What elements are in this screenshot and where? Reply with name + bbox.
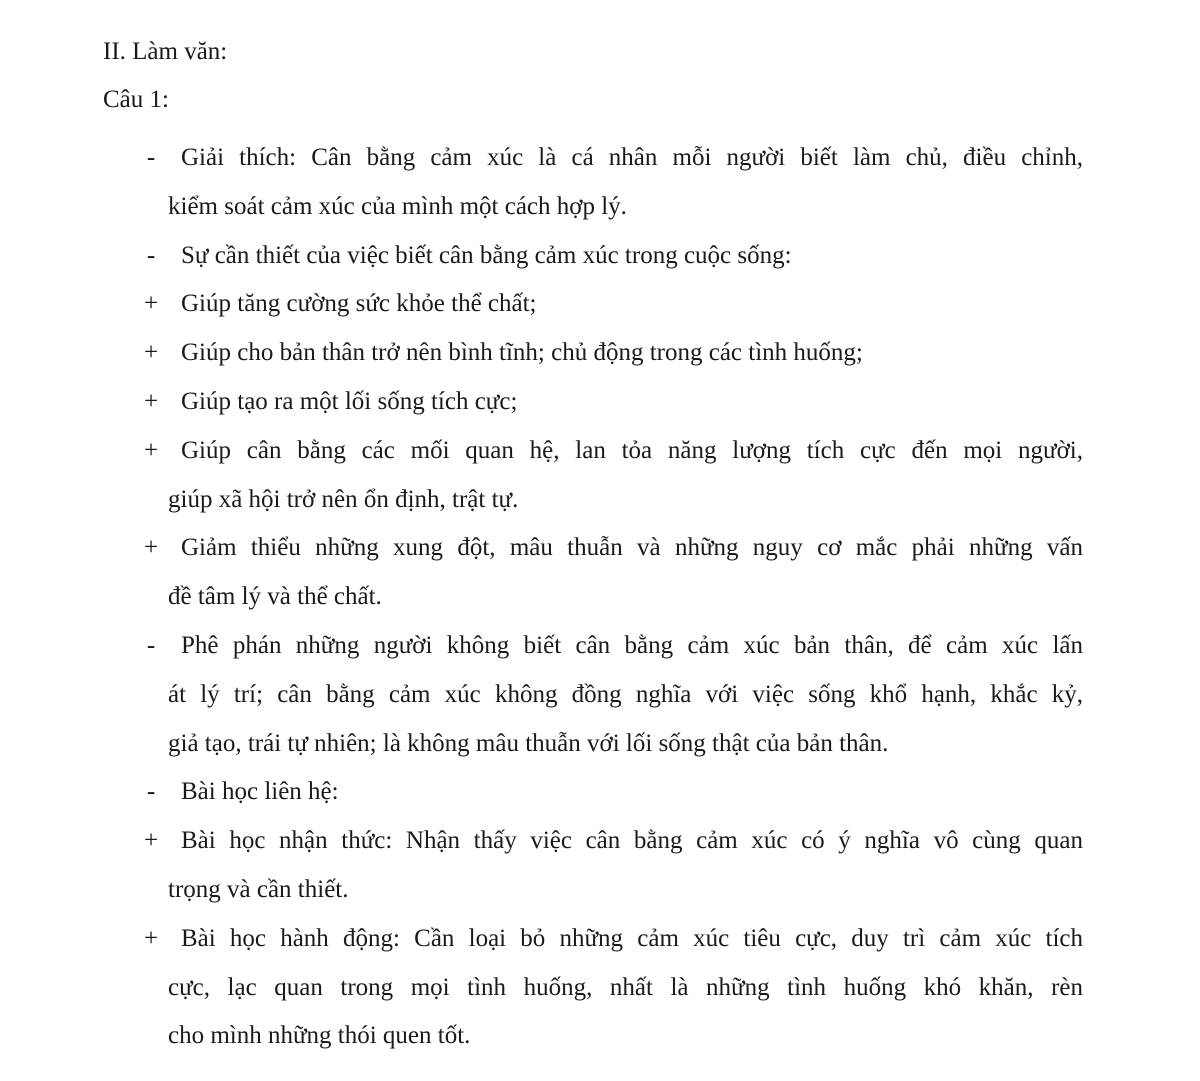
plus-bullet: + <box>143 436 159 464</box>
text-line: Giải thích: Cân bằng cảm xúc là cá nhân mỗi người biết làm chủ, điều chỉnh, <box>181 144 1083 171</box>
text-line: Giúp cho bản thân trở nên bình tĩnh; chủ động trong các tình huống; <box>181 339 863 367</box>
list-item <box>0 427 1200 525</box>
list-item <box>0 232 1200 281</box>
text-line: đề tâm lý và thể chất. <box>168 583 382 611</box>
list-item-text <box>181 378 1083 427</box>
list-item <box>0 280 1200 329</box>
dash-bullet: - <box>146 144 156 171</box>
answer-list <box>0 134 1200 1061</box>
text-line: Bài học liên hệ: <box>181 778 339 806</box>
plus-bullet: + <box>143 339 159 367</box>
plus-bullet: + <box>143 924 159 952</box>
list-item-text <box>168 134 1083 232</box>
section-title: II. Làm văn: <box>103 38 228 65</box>
list-item <box>0 768 1200 817</box>
text-line: Sự cần thiết của việc biết cân bằng cảm xúc trong cuộc sống: <box>181 241 792 269</box>
text-line: Bài học nhận thức: Nhận thấy việc cân bằng cảm xúc có ý nghĩa vô cùng quan <box>181 827 1083 855</box>
text-line: kiểm soát cảm xúc của mình một cách hợp lý. <box>168 192 627 220</box>
text-line: Bài học hành động: Cần loại bỏ những cảm xúc tiêu cực, duy trì cảm xúc tích <box>181 924 1083 952</box>
question-label: Câu 1: <box>103 86 169 113</box>
list-item <box>0 524 1200 622</box>
dash-bullet: - <box>146 241 156 269</box>
list-item-text <box>168 622 1083 768</box>
list-item-text <box>168 817 1083 915</box>
text-line: Giúp cân bằng các mối quan hệ, lan tỏa năng lượng tích cực đến mọi người, <box>181 436 1083 464</box>
text-line: Giảm thiểu những xung đột, mâu thuẫn và những nguy cơ mắc phải những vấn <box>181 534 1083 562</box>
list-item <box>0 329 1200 378</box>
text-line: cực, lạc quan trong mọi tình huống, nhất là những tình huống khó khăn, rèn <box>168 973 1083 1001</box>
text-line: Giúp tạo ra một lối sống tích cực; <box>181 387 518 415</box>
dash-bullet: - <box>146 778 156 806</box>
list-item-text <box>181 768 1083 817</box>
dash-bullet: - <box>146 631 156 659</box>
list-item <box>0 134 1200 232</box>
list-item <box>0 817 1200 915</box>
text-line: Phê phán những người không biết cân bằng cảm xúc bản thân, để cảm xúc lấn <box>181 631 1083 659</box>
text-line: cho mình những thói quen tốt. <box>168 1022 471 1050</box>
plus-bullet: + <box>143 534 159 562</box>
plus-bullet: + <box>143 290 159 318</box>
list-item <box>0 915 1200 1061</box>
text-line: giả tạo, trái tự nhiên; là không mâu thuẫn với lối sống thật của bản thân. <box>168 729 889 757</box>
list-item-text <box>181 280 1083 329</box>
list-item <box>0 622 1200 768</box>
list-item-text <box>168 915 1083 1061</box>
list-item <box>0 378 1200 427</box>
text-line: trọng và cần thiết. <box>168 875 349 903</box>
text-line: giúp xã hội trở nên ổn định, trật tự. <box>168 485 519 513</box>
plus-bullet: + <box>143 827 159 855</box>
list-item-text <box>181 232 1083 281</box>
plus-bullet: + <box>143 387 159 415</box>
list-item-text <box>181 329 1083 378</box>
list-item-text <box>168 427 1083 525</box>
list-item-text <box>168 524 1083 622</box>
text-line: Giúp tăng cường sức khỏe thể chất; <box>181 290 537 318</box>
text-line: át lý trí; cân bằng cảm xúc không đồng nghĩa với việc sống khổ hạnh, khắc kỷ, <box>168 680 1083 708</box>
